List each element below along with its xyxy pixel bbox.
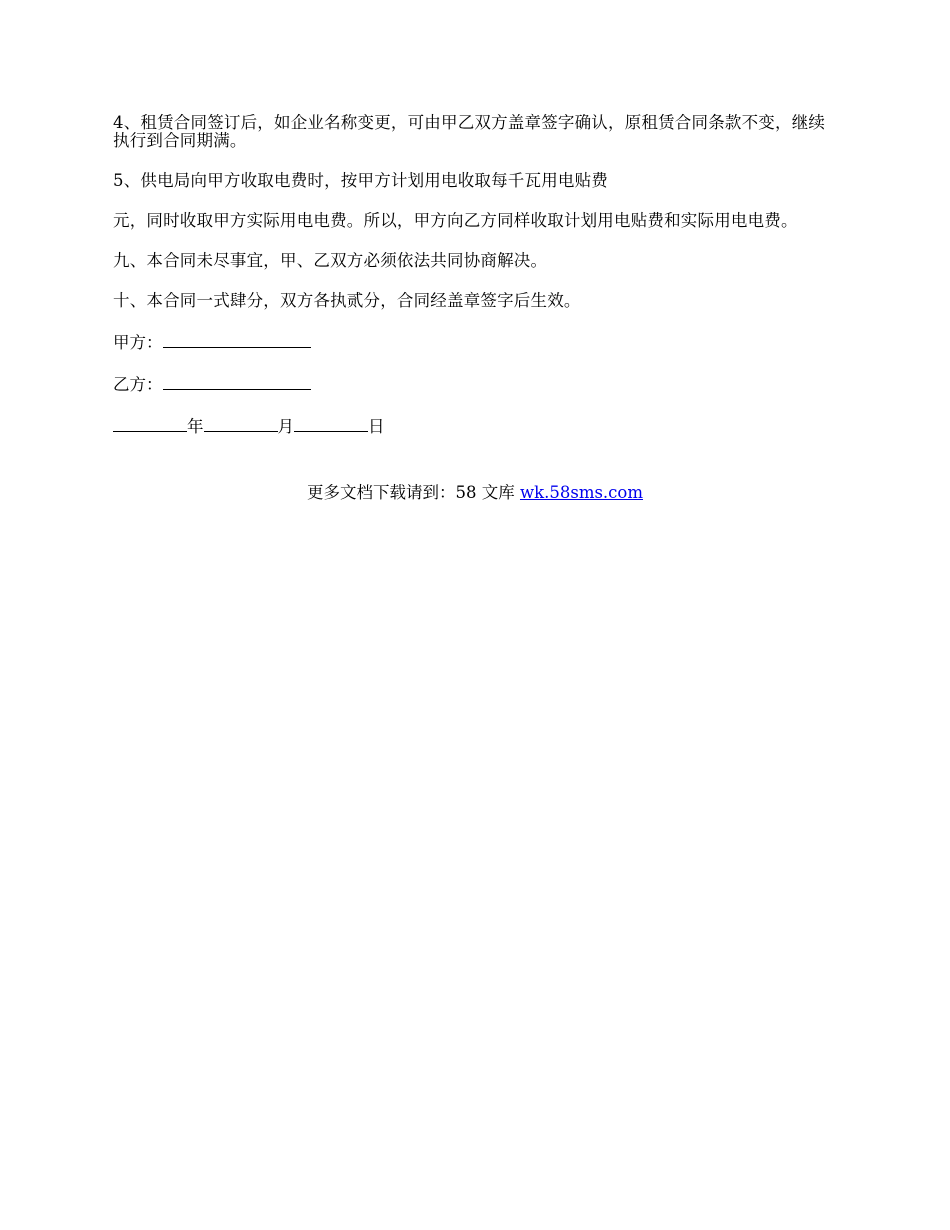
day-blank <box>294 416 368 432</box>
paragraph-clause-4: 4、租赁合同签订后，如企业名称变更，可由甲乙双方盖章签字确认，原租赁合同条款不变，继续执行到合同期满。 <box>113 113 826 150</box>
day-label: 日 <box>368 417 385 436</box>
party-a-blank <box>163 332 311 348</box>
month-label: 月 <box>277 417 294 436</box>
party-b-signature-line <box>113 374 841 394</box>
paragraph-clause-5: 5、供电局向甲方收取电费时，按甲方计划用电收取每千瓦用电贴费 <box>113 171 608 190</box>
paragraph-clause-10: 十、本合同一式肆分，双方各执贰分，合同经盖章签字后生效。 <box>113 291 581 310</box>
month-blank <box>204 416 278 432</box>
document-body <box>113 114 841 458</box>
year-blank <box>113 416 187 432</box>
footer-link[interactable]: wk.58sms.com <box>519 483 643 502</box>
party-b-label: 乙方： <box>113 375 163 394</box>
paragraph-clause-9: 九、本合同未尽事宜，甲、乙双方必须依法共同协商解决。 <box>113 251 548 270</box>
party-a-label: 甲方： <box>113 333 163 352</box>
download-footer <box>0 483 950 503</box>
party-a-signature-line <box>113 332 841 352</box>
party-b-blank <box>163 374 311 390</box>
footer-text: 更多文档下载请到：58 文库 <box>306 483 520 502</box>
paragraph-clause-5-continued: 元，同时收取甲方实际用电电费。所以，甲方向乙方同样收取计划用电贴费和实际用电电费。 <box>113 211 798 230</box>
date-line <box>113 416 841 436</box>
year-label: 年 <box>187 417 204 436</box>
